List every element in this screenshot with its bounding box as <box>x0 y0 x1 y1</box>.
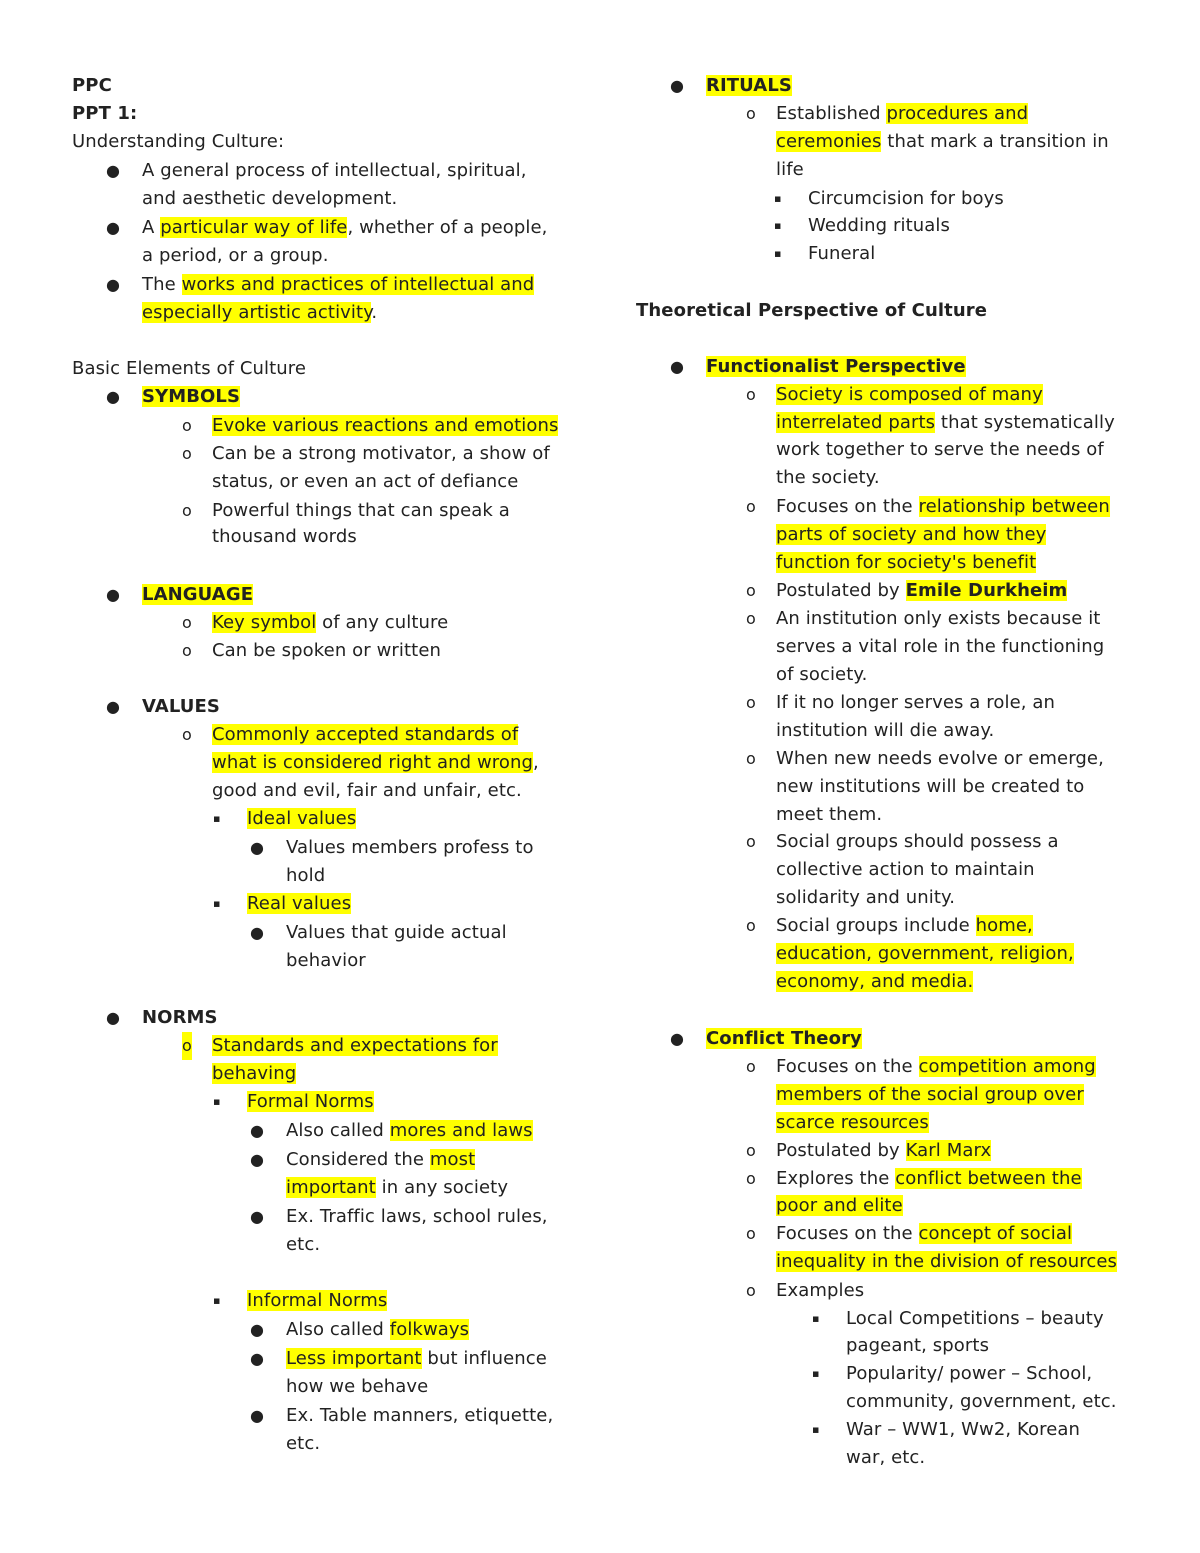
highlighted-text: especially artistic activity <box>142 302 372 323</box>
text-line <box>142 157 527 185</box>
bullet-circle-icon: o <box>746 609 756 628</box>
text-line <box>72 72 112 100</box>
text-line <box>776 1109 929 1137</box>
text-segment: Examples <box>776 1280 865 1301</box>
text-line <box>706 72 792 100</box>
text-segment: Also called <box>286 1120 390 1141</box>
bullet-square-icon: ▪ <box>213 1294 221 1307</box>
text-line <box>776 381 1043 409</box>
text-line <box>776 156 804 184</box>
text-line <box>212 497 510 525</box>
text-segment: NORMS <box>142 1007 218 1028</box>
text-line <box>776 493 1110 521</box>
text-line <box>846 1388 1117 1416</box>
text-segment: Theoretical Perspective of Culture <box>636 300 988 321</box>
text-segment: but influence <box>421 1348 547 1369</box>
highlighted-text: Key symbol <box>212 612 317 633</box>
highlighted-text: Informal Norms <box>247 1290 388 1311</box>
bullet-dot-icon: ● <box>250 1406 264 1425</box>
highlighted-text: conflict between the <box>895 1168 1082 1189</box>
bullet-dot-icon: ● <box>670 76 684 95</box>
text-segment: Focuses on the <box>776 1056 919 1077</box>
text-line <box>142 581 253 609</box>
text-line <box>286 1373 428 1401</box>
text-segment: meet them. <box>776 804 883 825</box>
text-line <box>706 1025 862 1053</box>
bullet-dot-icon: ● <box>670 357 684 376</box>
bullet-circle-icon: o <box>182 1032 192 1060</box>
text-line <box>636 297 987 325</box>
text-line <box>776 549 1036 577</box>
bullet-square-icon: ▪ <box>213 812 221 825</box>
text-line <box>776 605 1100 633</box>
text-segment: of society. <box>776 664 868 685</box>
text-line <box>286 919 507 947</box>
text-segment: PPC <box>72 75 112 96</box>
text-segment: A general process of intellectual, spiritual, <box>142 160 527 181</box>
text-line <box>212 523 357 551</box>
text-segment: a period, or a group. <box>142 245 329 266</box>
highlighted-text: competition among <box>918 1056 1096 1077</box>
highlighted-text: procedures and <box>886 103 1029 124</box>
text-line <box>212 777 522 805</box>
highlighted-text: function for society's benefit <box>776 552 1037 573</box>
text-line <box>776 100 1028 128</box>
bullet-square-icon: ▪ <box>812 1423 820 1436</box>
text-line <box>142 242 329 270</box>
text-segment: work together to serve the needs of <box>776 439 1104 460</box>
highlighted-text: folkways <box>389 1319 470 1340</box>
text-line <box>286 1402 553 1430</box>
text-line <box>776 773 1084 801</box>
bullet-square-icon: ▪ <box>812 1367 820 1380</box>
text-segment: , whether of a people, <box>347 217 548 238</box>
text-segment: War – WW1, Ww2, Korean <box>846 1419 1081 1440</box>
text-line <box>846 1305 1104 1333</box>
highlighted-text: Evoke various reactions and emotions <box>212 415 559 436</box>
highlighted-text: Real values <box>247 893 352 914</box>
text-segment: Established <box>776 103 887 124</box>
text-segment: that mark a transition in <box>881 131 1109 152</box>
text-line <box>142 1004 218 1032</box>
text-segment: pageant, sports <box>846 1335 990 1356</box>
highlighted-text: parts of society and how they <box>776 524 1047 545</box>
highlighted-text: inequality in the division of resources <box>776 1251 1117 1272</box>
text-line <box>286 1316 469 1344</box>
text-segment: etc. <box>286 1433 321 1454</box>
bullet-circle-icon: o <box>182 501 192 520</box>
text-segment: Powerful things that can speak a <box>212 500 510 521</box>
text-segment: etc. <box>286 1234 321 1255</box>
text-segment: Circumcision for boys <box>808 188 1004 209</box>
text-segment: and aesthetic development. <box>142 188 398 209</box>
highlighted-text: SYMBOLS <box>142 386 241 407</box>
highlighted-text: most <box>429 1149 476 1170</box>
bullet-dot-icon: ● <box>250 838 264 857</box>
bullet-circle-icon: o <box>746 1141 756 1160</box>
text-segment: Basic Elements of Culture <box>72 358 307 379</box>
bullet-square-icon: ▪ <box>812 1312 820 1325</box>
text-line <box>776 1053 1096 1081</box>
text-segment: When new needs evolve or emerge, <box>776 748 1104 769</box>
text-segment: how we behave <box>286 1376 429 1397</box>
text-line <box>286 1203 548 1231</box>
text-line <box>142 383 240 411</box>
bullet-circle-icon: o <box>182 613 192 632</box>
text-segment: the society. <box>776 467 880 488</box>
text-segment: Social groups should possess a <box>776 831 1059 852</box>
highlighted-text: important <box>286 1177 376 1198</box>
highlighted-text: behaving <box>212 1063 297 1084</box>
text-line <box>776 409 1115 437</box>
text-line <box>776 828 1059 856</box>
text-line <box>142 214 548 242</box>
bullet-circle-icon: o <box>182 416 192 435</box>
text-segment: , <box>533 752 539 773</box>
highlighted-text: education, government, religion, <box>776 943 1074 964</box>
bullet-circle-icon: o <box>746 385 756 404</box>
bullet-square-icon: ▪ <box>774 192 782 205</box>
text-segment: A <box>142 217 161 238</box>
text-line <box>286 1345 547 1373</box>
text-line <box>247 805 356 833</box>
text-segment: serves a vital role in the functioning <box>776 636 1105 657</box>
text-segment: new institutions will be created to <box>776 776 1085 797</box>
bullet-dot-icon: ● <box>250 923 264 942</box>
bullet-dot-icon: ● <box>106 218 120 237</box>
text-segment: solidarity and unity. <box>776 887 956 908</box>
bullet-square-icon: ▪ <box>774 247 782 260</box>
text-line <box>142 299 377 327</box>
text-line <box>776 1137 991 1165</box>
text-segment: thousand words <box>212 526 357 547</box>
text-segment: Can be a strong motivator, a show of <box>212 443 550 464</box>
text-segment: PPT 1: <box>72 103 138 124</box>
highlighted-text: what is considered right and wrong <box>212 752 534 773</box>
highlighted-text: RITUALS <box>706 75 792 96</box>
text-segment: Explores the <box>776 1168 896 1189</box>
highlighted-text: Less important <box>286 1348 422 1369</box>
text-segment: institution will die away. <box>776 720 995 741</box>
highlighted-text: Formal Norms <box>247 1091 374 1112</box>
highlighted-text: economy, and media. <box>776 971 974 992</box>
text-segment: in any society <box>375 1177 509 1198</box>
text-segment: behavior <box>286 950 366 971</box>
text-line <box>776 521 1046 549</box>
text-segment: If it no longer serves a role, an <box>776 692 1056 713</box>
text-segment: Ex. Table manners, etiquette, <box>286 1405 554 1426</box>
highlighted-text: concept of social <box>918 1223 1073 1244</box>
text-line <box>286 834 534 862</box>
text-line <box>776 884 955 912</box>
text-segment: Local Competitions – beauty <box>846 1308 1104 1329</box>
highlighted-text: home, <box>975 915 1033 936</box>
text-line <box>212 1060 296 1088</box>
text-segment: Popularity/ power – School, <box>846 1363 1093 1384</box>
highlighted-text: Karl Marx <box>905 1140 992 1161</box>
text-line <box>247 1287 387 1315</box>
text-line <box>776 912 1033 940</box>
highlighted-text: members of the social group over <box>776 1084 1084 1105</box>
text-segment: Social groups include <box>776 915 976 936</box>
text-line <box>776 1277 864 1305</box>
text-segment: community, government, etc. <box>846 1391 1117 1412</box>
text-line <box>212 721 518 749</box>
text-segment: . <box>371 302 378 323</box>
text-line <box>212 412 558 440</box>
text-line <box>72 128 284 156</box>
text-line <box>776 1192 903 1220</box>
highlighted-text: Society is composed of many <box>776 384 1043 405</box>
text-line <box>212 468 518 496</box>
bullet-dot-icon: ● <box>106 161 120 180</box>
bullet-circle-icon: o <box>746 581 756 600</box>
highlighted-text: works and practices of intellectual and <box>181 274 535 295</box>
bullet-circle-icon: o <box>746 693 756 712</box>
text-segment: Can be spoken or written <box>212 640 442 661</box>
text-line <box>776 661 867 689</box>
text-segment: The <box>142 274 182 295</box>
highlighted-text: Commonly accepted standards of <box>212 724 519 745</box>
bullet-circle-icon: o <box>746 749 756 768</box>
text-segment: war, etc. <box>846 1447 926 1468</box>
bullet-circle-icon: o <box>746 1057 756 1076</box>
text-line <box>846 1444 925 1472</box>
text-line <box>286 1430 320 1458</box>
text-segment: Understanding Culture: <box>72 131 285 152</box>
bullet-circle-icon: o <box>182 641 192 660</box>
highlighted-text: LANGUAGE <box>142 584 254 605</box>
text-line <box>776 577 1067 605</box>
text-line <box>247 890 351 918</box>
text-line <box>142 185 397 213</box>
text-line <box>286 1231 320 1259</box>
text-line <box>776 1165 1082 1193</box>
bullet-dot-icon: ● <box>106 387 120 406</box>
text-line <box>776 633 1104 661</box>
text-line <box>212 1032 498 1060</box>
highlighted-text: Ideal values <box>247 808 357 829</box>
bullet-circle-icon: o <box>746 916 756 935</box>
text-line <box>776 968 973 996</box>
highlighted-text: relationship between <box>918 496 1110 517</box>
bullet-circle-icon: o <box>746 832 756 851</box>
bullet-circle-icon: o <box>746 1169 756 1188</box>
text-line <box>776 1081 1084 1109</box>
bullet-dot-icon: ● <box>250 1207 264 1226</box>
text-segment: hold <box>286 865 326 886</box>
highlighted-text: particular way of life <box>160 217 348 238</box>
bullet-dot-icon: ● <box>670 1029 684 1048</box>
highlighted-text: Conflict Theory <box>706 1028 862 1049</box>
text-line <box>286 862 325 890</box>
text-line <box>776 436 1104 464</box>
highlighted-text: interrelated parts <box>776 412 936 433</box>
bullet-square-icon: ▪ <box>213 1095 221 1108</box>
text-line <box>776 464 880 492</box>
text-line <box>72 100 137 128</box>
text-line <box>286 1117 533 1145</box>
text-segment: life <box>776 159 804 180</box>
text-line <box>212 609 448 637</box>
bullet-circle-icon: o <box>182 444 192 463</box>
highlighted-text: Emile Durkheim <box>905 580 1068 601</box>
text-line <box>212 637 441 665</box>
bullet-square-icon: ▪ <box>774 219 782 232</box>
text-segment: Ex. Traffic laws, school rules, <box>286 1206 548 1227</box>
text-line <box>776 801 882 829</box>
highlighted-text: Functionalist Perspective <box>706 356 966 377</box>
text-line <box>776 745 1104 773</box>
bullet-circle-icon: o <box>746 104 756 123</box>
text-segment: good and evil, fair and unfair, etc. <box>212 780 522 801</box>
text-line <box>808 240 875 268</box>
highlighted-text: poor and elite <box>776 1195 903 1216</box>
highlighted-text: mores and laws <box>389 1120 533 1141</box>
text-line <box>776 717 994 745</box>
text-line <box>776 689 1055 717</box>
text-line <box>808 185 1004 213</box>
text-line <box>846 1416 1080 1444</box>
text-segment: collective action to maintain <box>776 859 1035 880</box>
highlighted-text: scarce resources <box>776 1112 929 1133</box>
text-line <box>72 355 306 383</box>
text-line <box>142 693 220 721</box>
text-line <box>846 1332 989 1360</box>
text-segment: status, or even an act of defiance <box>212 471 519 492</box>
text-line <box>286 947 366 975</box>
bullet-dot-icon: ● <box>250 1320 264 1339</box>
text-line <box>776 940 1074 968</box>
text-segment: Also called <box>286 1319 390 1340</box>
text-line <box>212 440 550 468</box>
text-segment: Postulated by <box>776 1140 906 1161</box>
text-segment: Focuses on the <box>776 496 919 517</box>
text-line <box>846 1360 1092 1388</box>
text-line <box>776 856 1035 884</box>
text-line <box>247 1088 374 1116</box>
text-line <box>776 1248 1117 1276</box>
text-segment: Considered the <box>286 1149 430 1170</box>
bullet-dot-icon: ● <box>250 1150 264 1169</box>
text-segment: An institution only exists because it <box>776 608 1101 629</box>
bullet-dot-icon: ● <box>106 585 120 604</box>
text-segment: of any culture <box>316 612 449 633</box>
bullet-square-icon: ▪ <box>213 897 221 910</box>
text-line <box>706 353 966 381</box>
bullet-circle-icon: o <box>746 1281 756 1300</box>
text-segment: that systematically <box>935 412 1115 433</box>
text-segment: Values members profess to <box>286 837 534 858</box>
bullet-dot-icon: ● <box>106 697 120 716</box>
bullet-dot-icon: ● <box>250 1349 264 1368</box>
text-line <box>776 1220 1072 1248</box>
text-segment: Wedding rituals <box>808 215 951 236</box>
text-segment: Focuses on the <box>776 1223 919 1244</box>
bullet-dot-icon: ● <box>250 1121 264 1140</box>
bullet-circle-icon: o <box>182 725 192 744</box>
text-line <box>286 1174 508 1202</box>
highlighted-text: ceremonies <box>776 131 882 152</box>
text-segment: Postulated by <box>776 580 906 601</box>
text-segment: Values that guide actual <box>286 922 507 943</box>
text-line <box>776 128 1109 156</box>
text-segment: VALUES <box>142 696 220 717</box>
text-line <box>808 212 950 240</box>
bullet-circle-icon: o <box>746 1224 756 1243</box>
bullet-dot-icon: ● <box>106 275 120 294</box>
bullet-dot-icon: ● <box>106 1008 120 1027</box>
text-line <box>286 1146 475 1174</box>
text-line <box>212 749 539 777</box>
text-line <box>142 271 534 299</box>
text-segment: Funeral <box>808 243 876 264</box>
bullet-circle-icon: o <box>746 497 756 516</box>
highlighted-text: Standards and expectations for <box>212 1035 498 1056</box>
